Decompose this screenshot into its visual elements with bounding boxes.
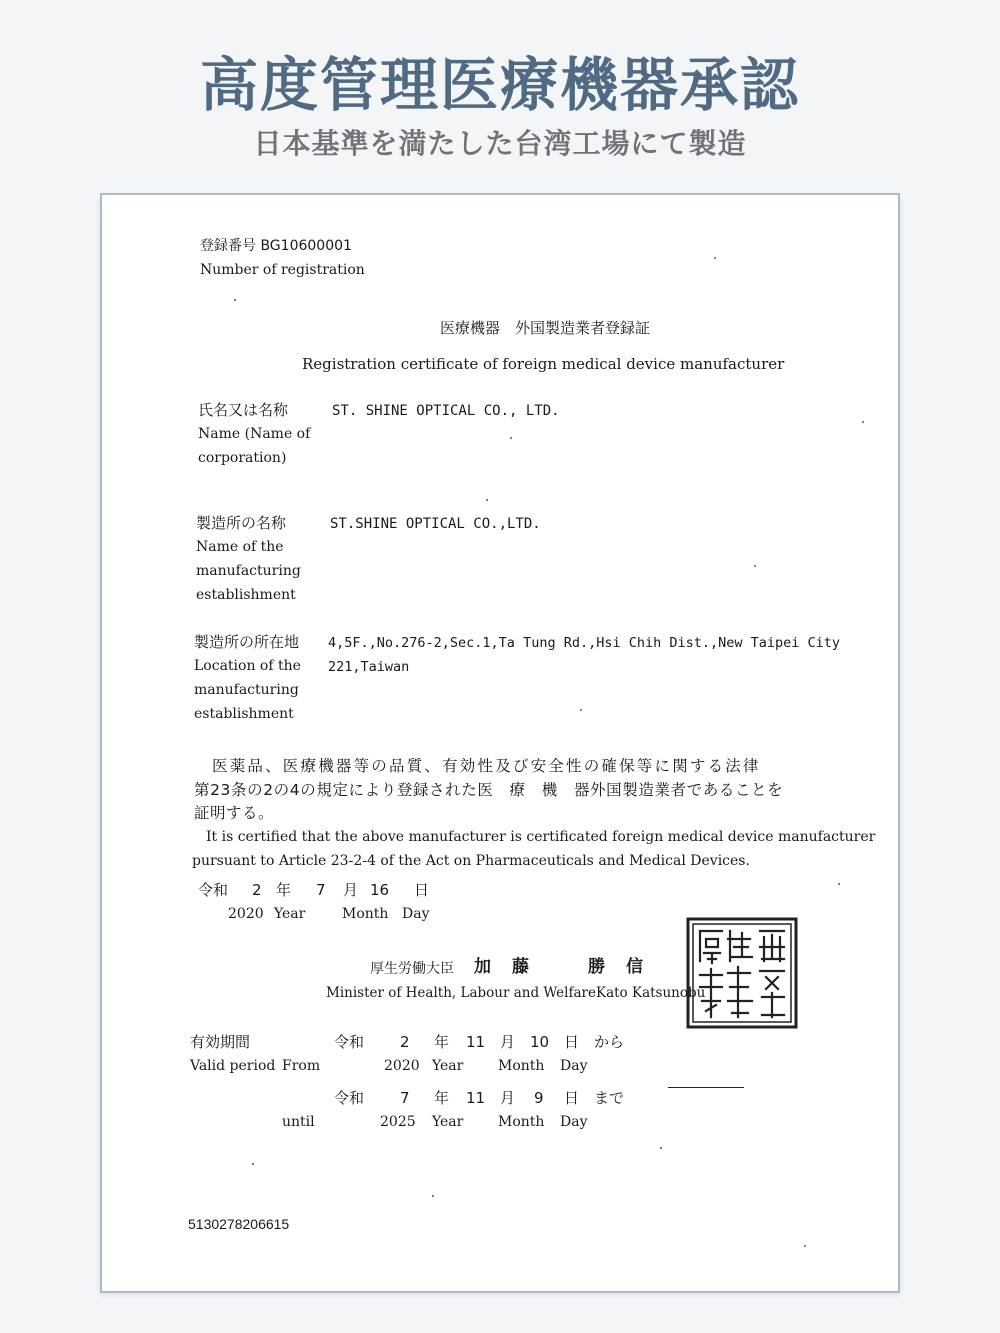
issue-era: 令和 xyxy=(198,881,229,899)
valid-from-year-ad: 2020 xyxy=(384,1058,420,1074)
paper-speck xyxy=(838,883,840,885)
paper-speck xyxy=(754,565,756,567)
issue-day-jp: 日 xyxy=(414,881,430,899)
minister-title-jp: 厚生労働大臣 xyxy=(370,961,454,977)
paper-speck xyxy=(252,1163,254,1165)
name-label-en-1: Name (Name of xyxy=(198,426,311,442)
valid-until-day-en: Day xyxy=(560,1114,588,1130)
minister-name-en: Kato Katsunobu xyxy=(596,985,706,1001)
location-label-jp: 製造所の所在地 xyxy=(194,633,300,651)
valid-until-day-jp: 日 xyxy=(564,1089,580,1107)
minister-name-jp: 加 藤 勝 信 xyxy=(474,957,645,977)
establishment-name-value: ST.SHINE OPTICAL CO.,LTD. xyxy=(330,516,541,532)
location-label-en-1: Location of the xyxy=(194,658,301,674)
issue-month-en: Month xyxy=(342,906,389,922)
establishment-label-en-1: Name of the xyxy=(196,539,284,555)
certificate-title-en: Registration certificate of foreign medical device manufacturer xyxy=(302,355,785,373)
valid-until-year: 7 xyxy=(400,1089,410,1107)
valid-until-era: 令和 xyxy=(334,1089,365,1107)
validity-from-label: From xyxy=(282,1058,321,1074)
statement-jp-line-3: 証明する。 xyxy=(194,804,275,822)
valid-from-day-jp: 日 xyxy=(564,1033,580,1051)
establishment-label-en-3: establishment xyxy=(196,587,296,603)
certificate-title-jp: 医療機器 外国製造業者登録証 xyxy=(440,319,651,337)
location-label-en-3: establishment xyxy=(194,706,294,722)
paper-speck xyxy=(234,299,236,301)
valid-until-suffix: まで xyxy=(594,1089,625,1107)
valid-from-month: 11 xyxy=(466,1033,486,1051)
page-subtitle: 日本基準を満たした台湾工場にて製造 xyxy=(253,127,747,160)
valid-until-year-jp: 年 xyxy=(434,1089,450,1107)
paper-speck xyxy=(660,1147,662,1149)
registration-number-label-en: Number of registration xyxy=(200,262,365,278)
establishment-label-jp: 製造所の名称 xyxy=(196,514,287,532)
validity-until-label: until xyxy=(282,1114,315,1130)
valid-from-month-en: Month xyxy=(498,1058,545,1074)
issue-year-ad: 2020 xyxy=(228,906,264,922)
valid-from-year: 2 xyxy=(400,1033,410,1051)
certificate-document xyxy=(100,193,900,1293)
issue-month-jp: 月 xyxy=(343,881,359,899)
statement-en-line-1: It is certified that the above manufacturer is certificated foreign medical device manufacturer xyxy=(206,829,876,845)
valid-until-year-en: Year xyxy=(432,1114,464,1130)
corporation-name-value: ST. SHINE OPTICAL CO., LTD. xyxy=(332,403,560,419)
valid-until-month-en: Month xyxy=(498,1114,545,1130)
paper-speck xyxy=(804,1245,806,1247)
paper-speck xyxy=(486,499,488,501)
valid-until-month: 11 xyxy=(466,1089,486,1107)
location-address-line-1: 4,5F.,No.276-2,Sec.1,Ta Tung Rd.,Hsi Chih Dist.,New Taipei City xyxy=(328,635,841,651)
minister-title-en: Minister of Health, Labour and Welfare xyxy=(326,985,596,1001)
valid-until-day: 9 xyxy=(534,1089,544,1107)
statement-en-line-2: pursuant to Article 23-2-4 of the Act on Pharmaceuticals and Medical Devices. xyxy=(192,853,750,869)
paper-speck xyxy=(510,437,512,439)
valid-from-month-jp: 月 xyxy=(500,1033,516,1051)
valid-from-era: 令和 xyxy=(334,1033,365,1051)
paper-speck xyxy=(862,421,864,423)
location-label-en-2: manufacturing xyxy=(194,682,299,698)
issue-year: 2 xyxy=(252,881,262,899)
certificate-serial-number: 5130278206615 xyxy=(188,1216,290,1232)
validity-label-en: Valid period xyxy=(190,1058,276,1074)
valid-from-day: 10 xyxy=(530,1033,550,1051)
valid-from-day-en: Day xyxy=(560,1058,588,1074)
valid-until-month-jp: 月 xyxy=(500,1089,516,1107)
issue-year-en: Year xyxy=(274,906,306,922)
paper-speck xyxy=(714,257,716,259)
paper-speck xyxy=(432,1195,434,1197)
page-title: 高度管理医療機器承認 xyxy=(199,51,800,119)
establishment-label-en-2: manufacturing xyxy=(196,563,301,579)
issue-day-en: Day xyxy=(402,906,430,922)
issue-year-jp: 年 xyxy=(276,881,292,899)
paper-speck xyxy=(580,709,582,711)
valid-from-suffix: から xyxy=(594,1033,625,1051)
valid-until-year-ad: 2025 xyxy=(380,1114,416,1130)
location-address-line-2: 221,Taiwan xyxy=(328,659,410,675)
valid-from-year-jp: 年 xyxy=(434,1033,450,1051)
statement-jp-line-1: 医薬品、医療機器等の品質、有効性及び安全性の確保等に関する法律 xyxy=(212,757,761,775)
registration-number: 登録番号 BG10600001 xyxy=(200,238,352,254)
valid-from-year-en: Year xyxy=(432,1058,464,1074)
signature-underline xyxy=(668,1087,744,1088)
name-label-jp: 氏名又は名称 xyxy=(198,401,289,419)
validity-label-jp: 有効期間 xyxy=(190,1033,251,1051)
issue-day: 16 xyxy=(370,881,390,899)
statement-jp-line-2: 第23条の2の4の規定により登録された医 療 機 器外国製造業者であることを xyxy=(194,781,784,799)
name-label-en-2: corporation) xyxy=(198,450,287,466)
ministry-seal-stamp xyxy=(686,917,798,1029)
issue-month: 7 xyxy=(316,881,326,899)
